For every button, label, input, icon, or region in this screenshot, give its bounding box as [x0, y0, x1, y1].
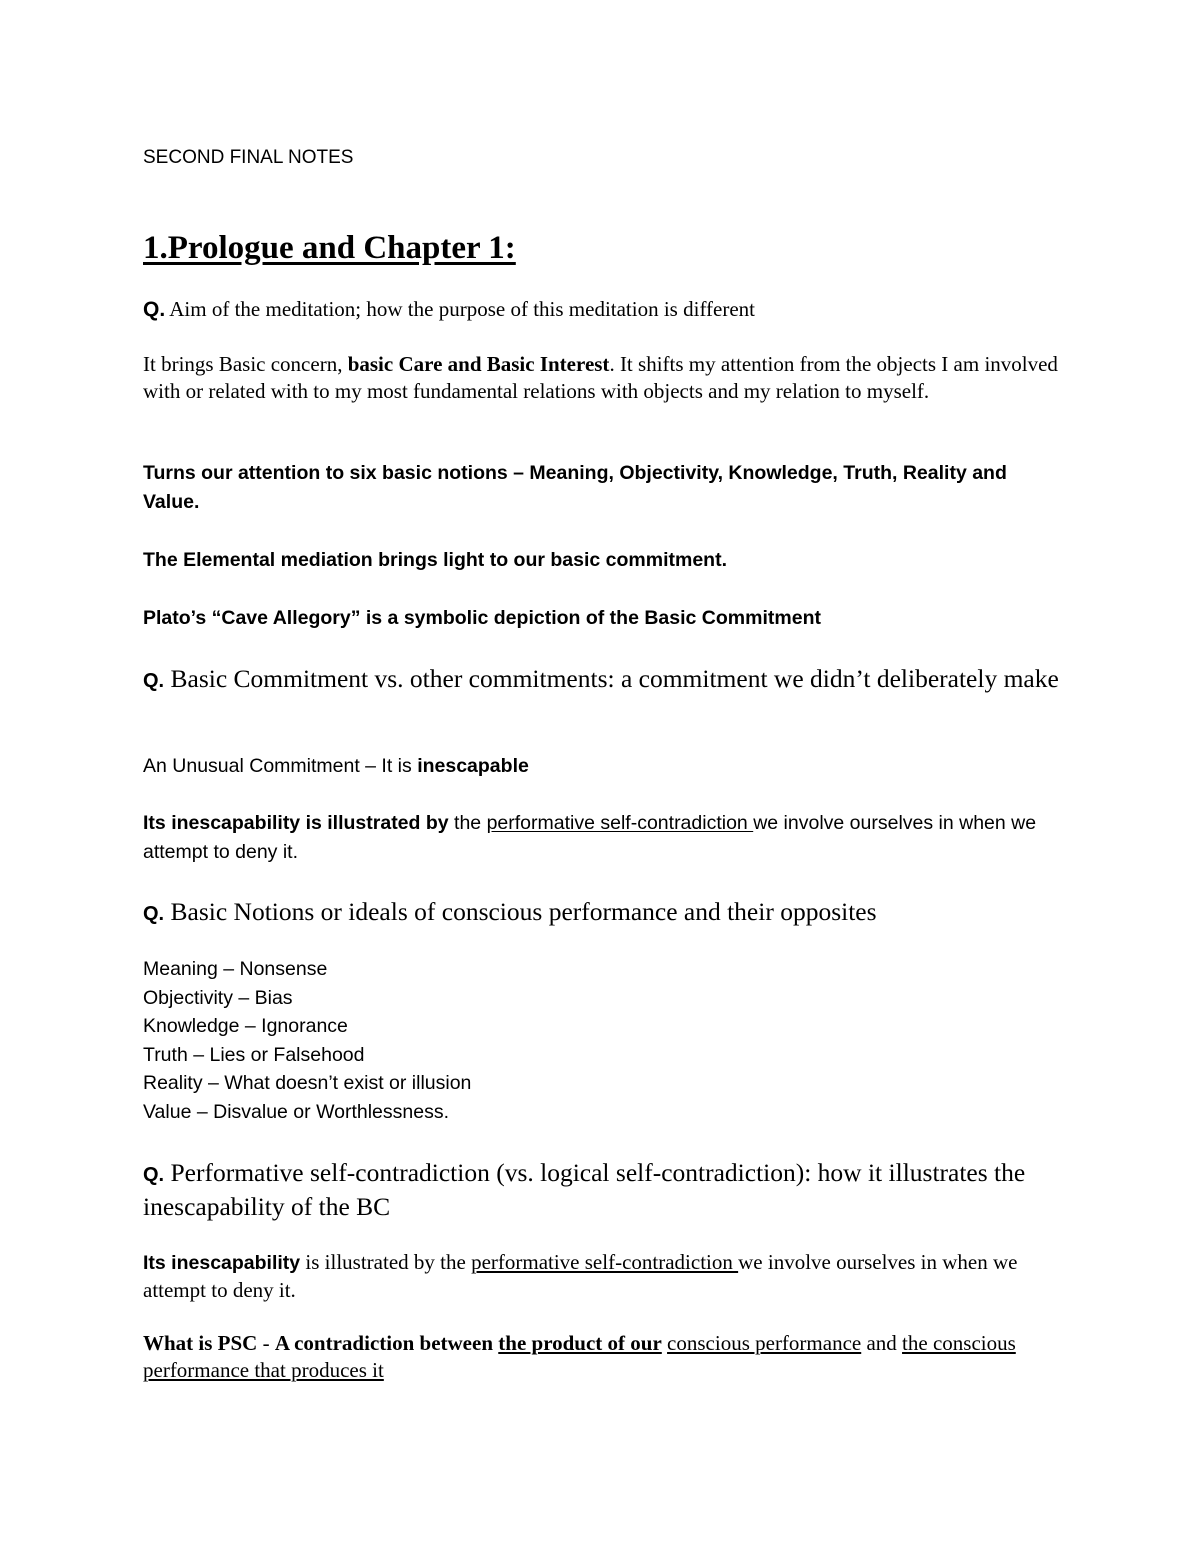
paragraph-elemental-mediation [143, 546, 1063, 575]
text-span: to our basic commitment. [484, 549, 727, 571]
question-prefix: Q. [143, 298, 166, 321]
list-item: Knowledge – Ignorance [143, 1015, 348, 1038]
underlined-span: conscious performance [667, 1331, 862, 1355]
question-prefix: Q. [143, 1164, 165, 1186]
text-span: is illustrated by the [300, 1250, 472, 1274]
bold-span: What is PSC [143, 1331, 258, 1355]
text-span: we involve ourselves in when we attempt to deny it. [143, 1250, 1018, 1302]
bold-span: inescapable [417, 755, 529, 777]
list-item: Meaning – Nonsense [143, 958, 328, 980]
paragraph-inescapability [143, 809, 1063, 867]
list-item: Value – Disvalue or Worthlessness. [143, 1100, 450, 1123]
paragraph-what-is-psc [143, 1330, 1063, 1384]
document-title: SECOND FINAL NOTES [143, 147, 354, 168]
question-prefix: Q. [143, 903, 165, 925]
list-item: Objectivity – Bias [143, 986, 293, 1009]
underlined-span: performative self-contradiction [471, 1250, 739, 1274]
paragraph-unusual-commitment [143, 752, 1063, 781]
bold-span: basic Care and Basic Interest [347, 352, 610, 376]
text-span: we involve ourselves in when we attempt to deny it. [143, 812, 1037, 863]
bold-underlined-span: the product of our [498, 1331, 662, 1355]
text-span: and [861, 1331, 903, 1355]
question-text: Aim of the meditation; how the purpose of this meditation is different [165, 297, 756, 321]
question-text: Performative self-contradiction (vs. logical self-contradiction): how it illustrates the inescapability of the BC [143, 1158, 1026, 1221]
paragraph-inescapability-illustrated [143, 1249, 1063, 1304]
question-basic-commitment [143, 663, 1063, 697]
text-span: the [448, 812, 487, 834]
paragraph-six-notions: Turns our attention to six basic notions – Meaning, Objectivity, Knowledge, Truth, Reality and Value. [143, 462, 1007, 513]
question-aim [143, 296, 1063, 323]
underlined-span: the conscious performance that produces it [143, 1331, 1016, 1382]
text-span: An Unusual Commitment – It is [143, 755, 418, 777]
list-item: Reality – What doesn’t exist or illusion [143, 1072, 472, 1095]
question-psc [143, 1157, 1063, 1222]
question-text: Basic Notions or ideals of conscious performance and their opposites [164, 897, 877, 926]
text-span: It brings Basic concern, [143, 352, 348, 376]
notions-list [143, 955, 1063, 1127]
paragraph-basic-concern [143, 351, 1063, 405]
question-text: Basic Commitment vs. other commitments: a commitment we didn’t deliberately make [164, 664, 1059, 693]
bold-span: Its inescapability [143, 1252, 301, 1274]
paragraph-cave-allegory: Plato’s “Cave Allegory” is a symbolic depiction of the Basic Commitment [143, 607, 821, 629]
text-span: . It shifts my attention from the objects I am involved with or related with to my most fundamental relations with objects and my relation to myself. [143, 352, 1058, 403]
list-item: Truth – Lies or Falsehood [143, 1043, 365, 1066]
bold-span: inescapability is illustrated by [171, 812, 449, 834]
underlined-span: performative self-contradiction [486, 812, 754, 834]
text-span: - [257, 1331, 275, 1355]
question-prefix: Q. [143, 670, 165, 692]
text-span: The Elemental mediation [143, 549, 379, 571]
question-basic-notions [143, 896, 1063, 930]
chapter-heading: 1.Prologue and Chapter 1: [143, 230, 516, 266]
bold-span: A contradiction between [274, 1331, 499, 1355]
bold-span: Its [143, 812, 172, 834]
text-span: brings light [378, 549, 485, 571]
